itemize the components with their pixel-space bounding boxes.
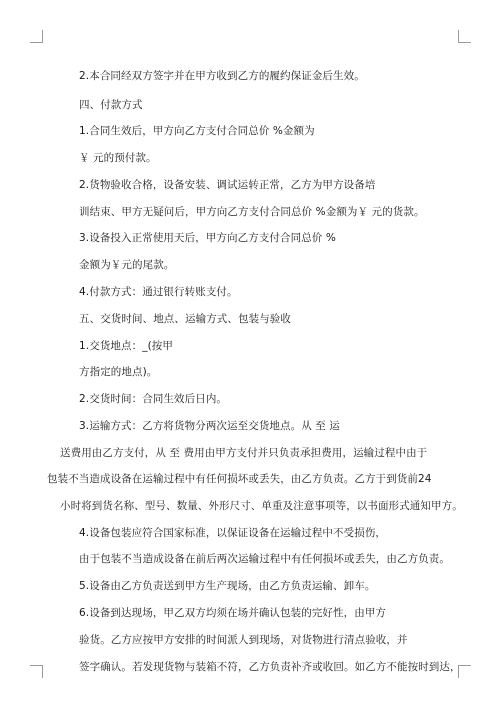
paragraph-line: ￥ 元的预付款。 xyxy=(79,152,157,164)
section-heading: 五、交货时间、地点、运输方式、包装与验收 xyxy=(79,313,291,325)
paragraph-line: 4.付款方式：通过银行转账支付。 xyxy=(79,286,238,298)
crop-mark-bottom-left xyxy=(30,665,43,678)
paragraph-line: 1.交货地点：_(按甲 xyxy=(79,340,173,352)
paragraph-line: 金额为￥元的尾款。 xyxy=(79,259,175,271)
paragraph-line: 2.交货时间：合同生效后日内。 xyxy=(79,393,228,405)
crop-mark-top-right xyxy=(458,30,471,43)
section-heading: 四、付款方式 xyxy=(79,99,143,111)
paragraph-line: 送费用由乙方支付，从 至 费用由甲方支付并只负责承担费用，运输过程中由于 xyxy=(60,447,428,459)
paragraph-line: 3.设备投入正常使用天后，甲方向乙方支付合同总价 % xyxy=(79,232,336,244)
paragraph-line: 2.货物验收合格，设备安装、调试运转正常，乙方为甲方设备培 xyxy=(79,179,376,191)
paragraph-line: 签字确认。若发现货物与装箱不符，乙方负责补齐或收回。如乙方不能按时到达， xyxy=(79,661,461,673)
paragraph-line: 验货。乙方应按甲方安排的时间派人到现场，对货物进行清点验收，并 xyxy=(79,634,408,646)
paragraph-line: 包装不当造成设备在运输过程中有任何损坏或丢失，由乙方负责。乙方于到货前24 xyxy=(47,473,432,485)
paragraph-line: 5.设备由乙方负责送到甲方生产现场，由乙方负责运输、卸车。 xyxy=(79,580,376,592)
paragraph-line: 2.本合同经双方签字并在甲方收到乙方的履约保证金后生效。 xyxy=(79,70,365,82)
paragraph-line: 6.设备到达现场，甲乙双方均须在场并确认包装的完好性，由甲方 xyxy=(79,607,387,619)
paragraph-line: 1.合同生效后，甲方向乙方支付合同总价 %金额为 xyxy=(79,125,315,137)
crop-mark-top-left xyxy=(30,30,43,43)
paragraph-line: 由于包装不当造成设备在前后两次运输过程中有任何损坏或丢失，由乙方负责。 xyxy=(79,553,450,565)
paragraph-line: 4.设备包装应符合国家标准，以保证设备在运输过程中不受损伤， xyxy=(79,527,387,539)
paragraph-line: 训结束、甲方无疑问后，甲方向乙方支付合同总价 %金额为￥ 元的货款。 xyxy=(79,206,425,218)
paragraph-line: 3.运输方式：乙方将货物分两次运至交货地点。从 至 运 xyxy=(79,420,340,432)
paragraph-line: 小时将到货名称、型号、数量、外形尺寸、单重及注意事项等，以书面形式通知甲方。 xyxy=(60,500,463,512)
paragraph-line: 方指定的地点)。 xyxy=(79,366,158,378)
